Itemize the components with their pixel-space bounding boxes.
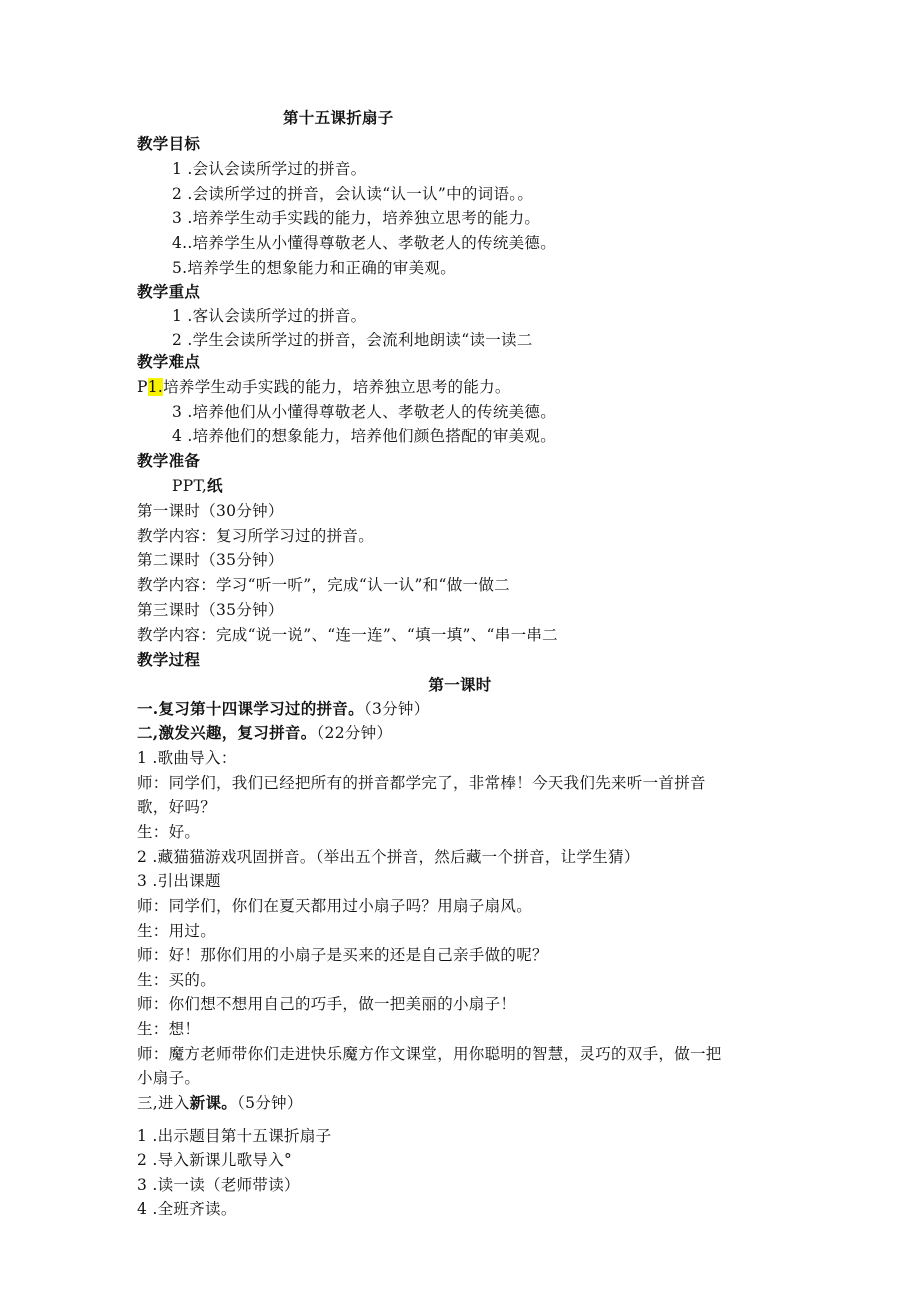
process-line: 师：同学们，你们在夏天都用过小扇子吗？用扇子扇风。 [137,897,533,915]
preparation-text [172,476,223,496]
lesson-line: 教学内容：复习所学习过的拼音。 [137,527,375,545]
process-line: 生：好。 [137,823,201,841]
section-three-duration: （5分钟） [237,1094,303,1112]
objectives-heading: 教学目标 [137,134,201,153]
process-line: 师：同学们，我们已经把所有的拼音都学完了，非常棒！今天我们先来听一首拼音 [137,774,706,792]
section-one-title: 一.复习第十四课学习过的拼音。 [137,699,364,718]
objective-item: 4..培养学生从小懂得尊敬老人、孝敬老人的传统美德。 [172,234,557,252]
process-line: 歌，好吗？ [137,798,217,816]
difficulty-item: 3 .培养他们从小懂得尊敬老人、孝敬老人的传统美德。 [172,403,557,421]
process-line: 小扇子。 [137,1069,201,1087]
process-line: 师：魔方老师带你们走进快乐魔方作文课堂，用你聪明的智慧，灵巧的双手，做一把 [137,1045,722,1063]
objective-item: 1 .会认会读所学过的拼音。 [172,160,367,178]
section-one-duration: （3分钟） [363,700,430,718]
process-line: 2 .导入新课儿歌导入° [137,1151,293,1169]
lesson-line: 教学内容：完成“说一说”、“连一连”、“填一填”、“串一串二 [137,626,558,644]
process-line: 2 .藏猫猫游戏巩固拼音。（举出五个拼音，然后藏一个拼音，让学生猜） [137,848,640,866]
session-title: 第一课时 [428,675,492,694]
process-line: 生：想！ [137,1020,201,1038]
process-line: 师：你们想不想用自己的巧手，做一把美丽的小扇子！ [137,995,517,1013]
section-two-heading [137,723,392,743]
highlighted-number: 1. [147,378,164,396]
section-one-heading [137,699,430,719]
process-line: 4 .全班齐读。 [137,1200,237,1218]
process-line: 3 .引出课题 [137,872,221,890]
process-line: 生：买的。 [137,971,217,989]
process-line: 生：用过。 [137,922,217,940]
key-points-heading: 教学重点 [137,282,201,301]
objective-item: 5.培养学生的想象能力和正确的审美观。 [172,259,456,277]
lesson-line: 教学内容：学习“听一听”，完成“认一认”和“做一做二 [137,576,510,594]
difficulty-text: 培养学生动手实践的能力，培养独立思考的能力。 [163,378,511,396]
doc-title: 第十五课折扇子 [283,108,394,127]
objective-item: 2 .会读所学过的拼音，会认读“认一认”中的词语。。 [172,185,534,203]
preparation-paper: 纸 [207,476,223,495]
difficulty-item-first [137,377,511,397]
objective-item: 3 .培养学生动手实践的能力，培养独立思考的能力。 [172,209,541,227]
lesson-line: 第二课时（35分钟） [137,551,284,569]
lesson-line: 第一课时（30分钟） [137,502,284,520]
difficulties-heading: 教学难点 [137,352,201,371]
section-two-title: 二,激发兴趣，复习拼音。 [137,723,317,742]
section-three-prefix: 三,进入 [137,1094,190,1112]
difficulty-prefix: P [137,378,148,396]
process-line: 1 .歌曲导入： [137,749,237,767]
difficulty-item: 4 .培养他们的想象能力，培养他们颜色搭配的审美观。 [172,427,557,445]
section-three-heading [137,1093,303,1113]
process-line: 3 .读一读（老师带读） [137,1176,300,1194]
preparation-heading: 教学准备 [137,451,201,470]
preparation-ppt: PPT, [172,477,208,495]
section-two-duration: （22分钟） [316,724,393,742]
key-point-item: 2 .学生会读所学过的拼音，会流利地朗读“读一读二 [172,331,533,349]
process-heading: 教学过程 [137,650,201,669]
key-point-item: 1 .客认会读所学过的拼音。 [172,307,367,325]
section-three-title: 新课。 [189,1093,238,1112]
lesson-line: 第三课时（35分钟） [137,601,284,619]
process-line: 1 .出示题目第十五课折扇子 [137,1127,332,1145]
process-line: 师：好！那你们用的小扇子是买来的还是自己亲手做的呢？ [137,946,548,964]
